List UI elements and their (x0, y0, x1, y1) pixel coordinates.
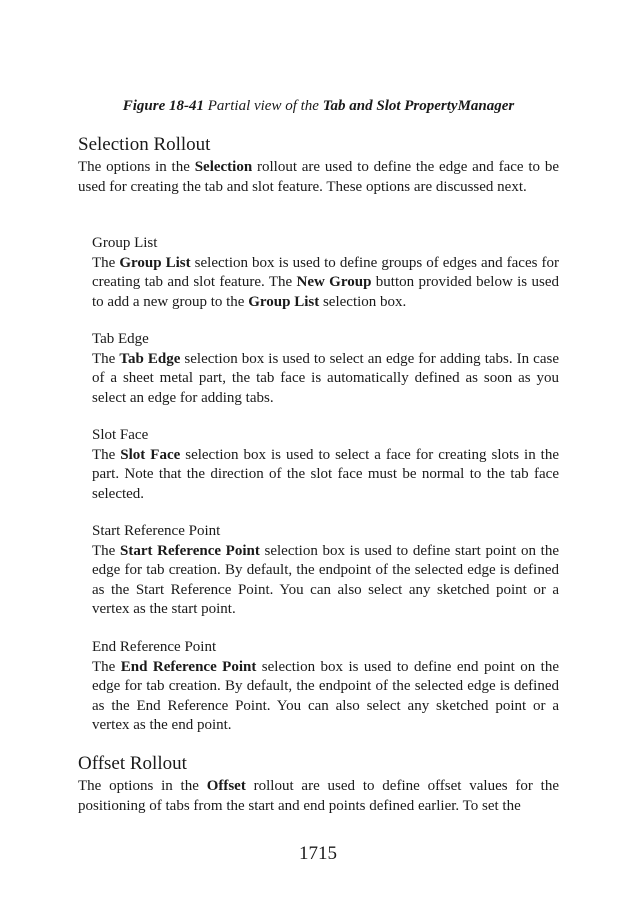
text-run: button provided below is used to add a new group to the (92, 274, 559, 310)
section-intro (78, 777, 559, 816)
bold-term: Offset (206, 778, 246, 794)
subsection-body (92, 658, 559, 736)
bold-term: Group List (119, 254, 191, 271)
end-reference-subsection (92, 638, 559, 736)
text-run: selection box. (319, 293, 407, 310)
figure-number: Figure 18-41 (122, 98, 204, 114)
subsection-body (92, 446, 559, 505)
text-run: The (92, 446, 121, 463)
text-run: The (92, 254, 120, 271)
text-run: The (92, 658, 121, 675)
text-run: rollout are used to define the edge and face to be used for creating the tab and slot feature. These options are discussed next. (78, 159, 559, 195)
tab-edge-subsection (92, 330, 559, 408)
text-run: The (92, 542, 120, 559)
text-run: The options in the (78, 159, 195, 175)
caption-text: Partial view of the (203, 98, 323, 114)
section-heading: Selection Rollout (78, 134, 211, 155)
figure-caption (78, 96, 559, 116)
start-reference-subsection (92, 522, 559, 620)
text-run: selection box is used to define groups of edges and faces for creating tab and slot feature. The (92, 254, 559, 290)
subsection-heading: Group List (92, 235, 158, 251)
text-run: selection box is used to select a face for creating slots in the part. Note that the direction of the slot face must be normal to the tab face selected. (92, 446, 559, 502)
bold-term: End Reference Point (120, 658, 257, 675)
bold-term: Slot Face (120, 446, 181, 463)
subsection-body (92, 350, 559, 409)
bold-term: Selection (194, 159, 253, 175)
offset-rollout-section (78, 753, 559, 816)
subsection-heading: Start Reference Point (92, 523, 221, 539)
slot-face-subsection (92, 426, 559, 504)
selection-rollout-section (78, 134, 559, 197)
text-run: selection box is used to define end point on the edge for tab creation. By default, the endpoint of the selected edge is defined as the End Reference Point. You can also select any sketched point or a vertex as the end point. (92, 658, 559, 733)
text-run: rollout are used to define offset values for the positioning of tabs from the start and end points defined earlier. To set the (78, 778, 559, 814)
text-run: selection box is used to define start point on the edge for tab creation. By default, the endpoint of the selected edge is defined as the Start Reference Point. You can also select any sketched point or a vertex as the start point. (92, 542, 559, 617)
subsection-heading: End Reference Point (92, 639, 217, 655)
caption-emphasis: Tab and Slot PropertyManager (322, 98, 515, 114)
text-run: selection box is used to select an edge for adding tabs. In case of a sheet metal part, the tab face is automatically defined as soon as you select an edge for adding tabs. (92, 350, 559, 406)
text-run: The options in the (78, 778, 207, 794)
subsection-heading: Slot Face (92, 427, 149, 443)
section-intro (78, 158, 559, 197)
subsection-body (92, 254, 559, 313)
subsection-heading: Tab Edge (92, 331, 149, 347)
group-list-subsection (92, 234, 559, 312)
section-heading: Offset Rollout (78, 753, 187, 774)
bold-term: Start Reference Point (120, 542, 260, 559)
bold-term: Tab Edge (119, 350, 181, 367)
bold-term: New Group (296, 274, 372, 290)
page-number: 1715 (299, 843, 337, 864)
text-run: The (92, 350, 120, 367)
bold-term: Group List (248, 293, 320, 310)
subsection-body (92, 542, 559, 620)
